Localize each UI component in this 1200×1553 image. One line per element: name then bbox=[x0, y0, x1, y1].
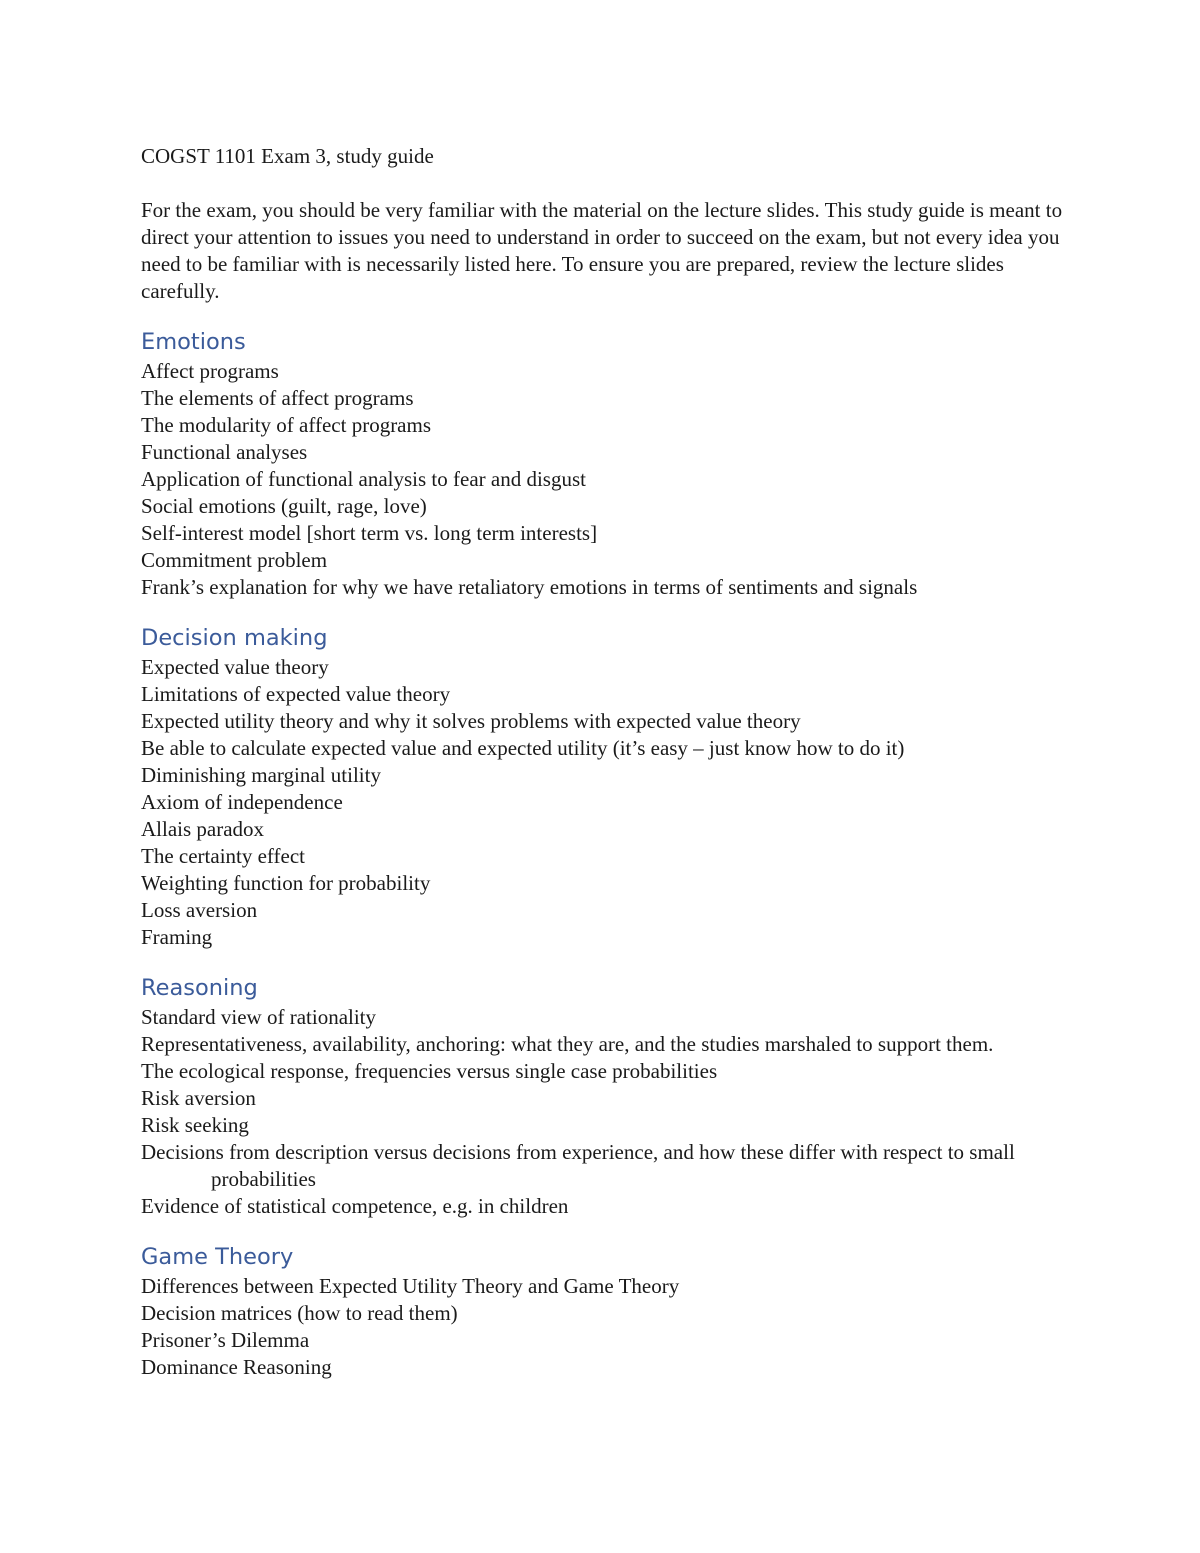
list-item: Loss aversion bbox=[141, 898, 258, 922]
section-reasoning bbox=[141, 973, 1071, 1220]
document-title: COGST 1101 Exam 3, study guide bbox=[141, 144, 434, 168]
section-heading: Decision making bbox=[141, 625, 328, 651]
list-item: The modularity of affect programs bbox=[141, 413, 432, 437]
section-emotions bbox=[141, 327, 1071, 601]
topic-list bbox=[141, 1004, 1071, 1220]
list-item: Diminishing marginal utility bbox=[141, 763, 381, 787]
list-item: Limitations of expected value theory bbox=[141, 682, 451, 706]
section-heading: Reasoning bbox=[141, 975, 258, 1001]
list-item: Framing bbox=[141, 925, 213, 949]
list-item: Allais paradox bbox=[141, 817, 265, 841]
list-item: Standard view of rationality bbox=[141, 1005, 377, 1029]
list-item: Differences between Expected Utility Theory and Game Theory bbox=[141, 1274, 680, 1298]
list-item: Prisoner’s Dilemma bbox=[141, 1328, 310, 1352]
list-item: Be able to calculate expected value and expected utility (it’s easy – just know how to do it) bbox=[141, 736, 905, 760]
list-item: Risk seeking bbox=[141, 1113, 249, 1137]
list-item: Social emotions (guilt, rage, love) bbox=[141, 494, 427, 518]
list-item: Commitment problem bbox=[141, 548, 328, 572]
list-item: Self-interest model [short term vs. long term interests] bbox=[141, 521, 598, 545]
list-item: Affect programs bbox=[141, 359, 279, 383]
list-item: Functional analyses bbox=[141, 440, 308, 464]
list-item: Decision matrices (how to read them) bbox=[141, 1301, 458, 1325]
section-heading: Emotions bbox=[141, 329, 246, 355]
list-item: Expected value theory bbox=[141, 655, 329, 679]
list-item: Weighting function for probability bbox=[141, 871, 431, 895]
list-item: Representativeness, availability, anchoring: what they are, and the studies marshaled to support them. bbox=[141, 1032, 994, 1056]
list-item: Evidence of statistical competence, e.g. in children bbox=[141, 1194, 569, 1218]
intro-paragraph: For the exam, you should be very familiar with the material on the lecture slides. This study guide is meant to direct your attention to issues you need to understand in order to succeed on the exam, but not every idea you need to be familiar with is necessarily listed here. To ensure you are prepared, review the lecture slides carefully. bbox=[141, 198, 1063, 303]
document-page bbox=[141, 143, 1071, 1381]
list-item: Application of functional analysis to fear and disgust bbox=[141, 467, 586, 491]
list-item: The elements of affect programs bbox=[141, 386, 414, 410]
list-item: Axiom of independence bbox=[141, 790, 343, 814]
section-heading: Game Theory bbox=[141, 1244, 294, 1270]
topic-list bbox=[141, 1273, 1071, 1381]
topic-list bbox=[141, 358, 1071, 601]
list-item: Expected utility theory and why it solves problems with expected value theory bbox=[141, 709, 801, 733]
list-item: Risk aversion bbox=[141, 1086, 256, 1110]
list-item: Frank’s explanation for why we have retaliatory emotions in terms of sentiments and signals bbox=[141, 575, 918, 599]
section-game-theory bbox=[141, 1242, 1071, 1381]
topic-list bbox=[141, 654, 1071, 951]
list-item: The certainty effect bbox=[141, 844, 306, 868]
list-item: Decisions from description versus decisions from experience, and how these differ with respect to small probabilities bbox=[141, 1140, 1015, 1191]
list-item: Dominance Reasoning bbox=[141, 1355, 332, 1379]
list-item: The ecological response, frequencies versus single case probabilities bbox=[141, 1059, 718, 1083]
section-decision-making bbox=[141, 623, 1071, 951]
